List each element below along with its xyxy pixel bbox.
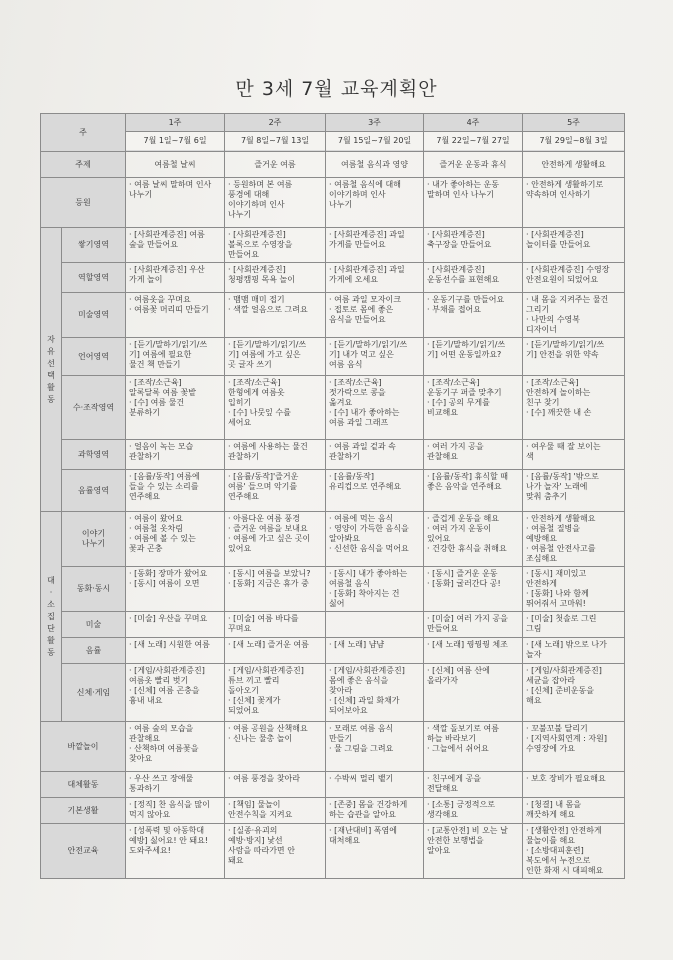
activity-cell: · [사회관계증진] 여름 숲을 만들어요 xyxy=(126,228,225,263)
area-label: 언어영역 xyxy=(62,338,126,376)
group_activity-row xyxy=(41,664,625,722)
activity-cell: · 얼음이 녹는 모습 관찰하기 xyxy=(126,440,225,470)
activity-cell: · 여름에 먹는 음식 · 영양이 가득한 음식을 알아봐요 · 신선한 음식을 먹어요 xyxy=(326,512,424,567)
week-3-header xyxy=(326,114,424,152)
activity-cell: · 여름 풍경을 찾아라 xyxy=(225,772,326,798)
activity-cell: · [게임/사회관계증진] 튜브 끼고 빨리 돌아오기 · [신체] 꽃게가 되었어요 xyxy=(225,664,326,722)
activity-cell: · [사회관계증진] 놀이터를 만들어요 xyxy=(523,228,625,263)
area-label: 미술영역 xyxy=(62,293,126,338)
theme-week-1: 여름철 날씨 xyxy=(126,152,225,178)
activity-cell: · [게임/사회관계증진] 몸에 좋은 음식을 찾아라 · [신체] 과일 화채가 되어보아요 xyxy=(326,664,424,722)
group-activity-group-text: 대·소집단활동 xyxy=(47,575,55,657)
activity-cell: · 여름이 왔어요 · 여름철 옷차림 · 여름에 볼 수 있는 꽃과 곤충 xyxy=(126,512,225,567)
activity-cell: · 여름에 사용하는 물건 관찰하기 xyxy=(225,440,326,470)
activity-cell: · 여름 숲의 모습을 관찰해요 · 산책하며 여름꽃을 찾아요 xyxy=(126,722,225,772)
free_choice-row xyxy=(41,228,625,263)
activity-cell xyxy=(326,612,424,638)
week-label: 주 xyxy=(41,114,126,152)
activity-cell: · 여름옷을 꾸며요 · 여름꽃 머리띠 만들기 xyxy=(126,293,225,338)
activity-cell: · 내 몸을 지켜주는 물건 그리기 · 나만의 수영복 디자이너 xyxy=(523,293,625,338)
basic_life-row xyxy=(41,798,625,824)
activity-cell: · [사회관계증진] 과일 가게에 오세요 xyxy=(326,263,424,293)
activity-cell: · [음률/동작] 휴식할 때 좋은 음악을 연주해요 xyxy=(424,470,523,512)
area-label: 과학영역 xyxy=(62,440,126,470)
activity-cell: · 꼬불꼬불 달리기 · [지역사회연계 : 자원] 수영장에 가요 xyxy=(523,722,625,772)
free_choice-row xyxy=(41,338,625,376)
activity-cell: · [정직] 찬 음식을 많이 먹지 않아요 xyxy=(126,798,225,824)
activity-cell: · 색깔 돌보기로 여름 하늘 바라보기 · 그늘에서 쉬어요 xyxy=(424,722,523,772)
alternative-row xyxy=(41,772,625,798)
week-4-header xyxy=(424,114,523,152)
theme-week-2: 즐거운 여름 xyxy=(225,152,326,178)
theme-label: 주제 xyxy=(41,152,126,178)
week-5-header xyxy=(523,114,625,152)
week-1-header xyxy=(126,114,225,152)
activity-cell: · [책임] 물놀이 안전수칙을 지켜요 xyxy=(225,798,326,824)
free_choice-row xyxy=(41,376,625,440)
activity-cell: · [음률/동작] '밖으로 나가 놀자' 노래에 맞춰 춤추기 xyxy=(523,470,625,512)
theme-week-5: 안전하게 생활해요 xyxy=(523,152,625,178)
activity-cell: · 맴맴 매미 접기 · 색깔 얼음으로 그려요 xyxy=(225,293,326,338)
activity-cell: · [새 노래] 냠냠 xyxy=(326,638,424,664)
group-activity-group-label xyxy=(41,512,62,722)
activity-cell: · 여름 과일 모자이크 · 접토로 몸에 좋은 음식을 만들어요 xyxy=(326,293,424,338)
area-label: 미술 xyxy=(62,612,126,638)
activity-cell: · [동시] 즐거운 운동 · [동화] 굴러간다 공! xyxy=(424,567,523,612)
activity-cell: · [성폭력 및 아동학대 예방] 싫어요! 안 돼요! 도와주세요! xyxy=(126,824,225,879)
free_choice-row xyxy=(41,470,625,512)
area-label: 이야기 나누기 xyxy=(62,512,126,567)
page-title: 만 3세 7월 교육계획안 xyxy=(235,78,438,100)
activity-cell: · [듣기/말하기/읽기/쓰 기] 내가 먹고 싶은 여름 음식 xyxy=(326,338,424,376)
week-3-name: 3주 xyxy=(326,115,423,132)
activity-cell: · [생활안전] 안전하게 물놀이를 해요 · [소방대피훈련] 복도에서 누전으로 인한 화재 시 대피해요 xyxy=(523,824,625,879)
safety-label: 안전교육 xyxy=(41,824,126,879)
free-choice-group-text: 자유선택활동 xyxy=(47,334,55,404)
activity-cell: · [신체] 여름 산에 올라가자 xyxy=(424,664,523,722)
activity-cell: · 여러 가지 공을 관찰해요 xyxy=(424,440,523,470)
activity-cell: · [조작/소근육] 알록달록 여름 꽃밭 · [수] 여름 물건 분류하기 xyxy=(126,376,225,440)
education-plan-table xyxy=(40,113,625,879)
activity-cell: · [미술] 여러 가지 공을 만들어요 xyxy=(424,612,523,638)
activity-cell: · 여우물 때 잘 보이는 색 xyxy=(523,440,625,470)
area-label: 음률 xyxy=(62,638,126,664)
activity-cell: · 안전하게 생활해요 · 여름철 질병을 예방해요 · 여름철 안전사고를 조심해요 xyxy=(523,512,625,567)
activity-cell: · [미술] 여름 바다를 꾸며요 xyxy=(225,612,326,638)
plan-body xyxy=(41,114,625,879)
activity-cell: · [듣기/말하기/읽기/쓰 기] 안전을 위한 약속 xyxy=(523,338,625,376)
activity-cell: · [게임/사회관계증진] 여름옷 빨리 벗기 · [신체] 여름 곤충을 흉내 내요 xyxy=(126,664,225,722)
week-1-name: 1주 xyxy=(126,115,224,132)
activity-cell: · [사회관계증진] 볼록으로 수영장을 만들어요 xyxy=(225,228,326,263)
arrival-week-2: · 등원하며 본 여름 풍경에 대해 이야기하며 인사 나누기 xyxy=(225,178,326,228)
activity-cell: · 여름 과일 겉과 속 관찰하기 xyxy=(326,440,424,470)
activity-cell: · [동시] 내가 좋아하는 여름철 음식 · [동화] 착아지는 건 싫어 xyxy=(326,567,424,612)
group_activity-row xyxy=(41,612,625,638)
activity-cell: · 우산 쓰고 장애물 통과하기 xyxy=(126,772,225,798)
activity-cell: · [사회관계증진] 축구장을 만들어요 xyxy=(424,228,523,263)
activity-cell: · [미술] 첫솔로 그린 그림 xyxy=(523,612,625,638)
activity-cell: · [청결] 내 몸을 깨끗하게 해요 xyxy=(523,798,625,824)
activity-cell: · [사회관계증진] 과일 가게를 만들어요 xyxy=(326,228,424,263)
activity-cell: · [동화] 장마가 왔어요 · [동시] 여름이 오면 xyxy=(126,567,225,612)
activity-cell: · [음률/동작] 여름에 들을 수 있는 소리를 연주해요 xyxy=(126,470,225,512)
activity-cell: · [새 노래] 꿩꿩꿩 체조 xyxy=(424,638,523,664)
arrival-week-5: · 안전하게 생활하기로 약속하며 인사하기 xyxy=(523,178,625,228)
activity-cell: · 운동기구를 만들어요 · 부채를 접어요 xyxy=(424,293,523,338)
activity-cell: · [음률/동작]'즐거운 여름' 들으며 악기를 연주해요 xyxy=(225,470,326,512)
area-label: 역할영역 xyxy=(62,263,126,293)
activity-cell: · 수박씨 멀리 뱉기 xyxy=(326,772,424,798)
activity-cell: · [조작/소근육] 한형에게 여름옷 입히기 · [수] 나뭇잎 수를 세어요 xyxy=(225,376,326,440)
activity-cell: · 즐겁게 운동을 해요 · 여러 가지 운동이 있어요 · 건강한 휴식을 취해요 xyxy=(424,512,523,567)
week-2-header xyxy=(225,114,326,152)
area-label: 음률영역 xyxy=(62,470,126,512)
activity-cell: · [교통안전] 비 오는 날 안전한 보행법을 알아요 xyxy=(424,824,523,879)
activity-cell: · 아름다운 여름 풍경 · 즐거운 여름을 보내요 · 여름에 가고 싶은 곳이 있어요 xyxy=(225,512,326,567)
activity-cell: · [음률/동작] 유리컵으로 연주해요 xyxy=(326,470,424,512)
activity-cell: · 보호 장비가 필요해요 xyxy=(523,772,625,798)
theme-row xyxy=(41,152,625,178)
area-label: 신체·게임 xyxy=(62,664,126,722)
activity-cell: · [새 노래] 시원한 여름 xyxy=(126,638,225,664)
group_activity-row xyxy=(41,567,625,612)
activity-cell: · [사회관계증진] 수영장 안전요원이 되었어요 xyxy=(523,263,625,293)
week-3-dates: 7월 15일~7월 20일 xyxy=(326,132,423,150)
week-5-name: 5주 xyxy=(523,115,624,132)
free_choice-row xyxy=(41,440,625,470)
activity-cell: · [재난대비] 폭염에 대처해요 xyxy=(326,824,424,879)
week-5-dates: 7월 29일~8월 3일 xyxy=(523,132,624,150)
activity-cell: · [소통] 긍정적으로 생각해요 xyxy=(424,798,523,824)
group_activity-row xyxy=(41,512,625,567)
outdoor-label: 바깥놀이 xyxy=(41,722,126,772)
activity-cell: · [실종·유괴의 예방·방지] 낯선 사람을 따라가면 안 돼요 xyxy=(225,824,326,879)
safety-row xyxy=(41,824,625,879)
week-row xyxy=(41,114,625,152)
theme-week-3: 여름철 음식과 영양 xyxy=(326,152,424,178)
arrival-label: 등원 xyxy=(41,178,126,228)
week-4-name: 4주 xyxy=(424,115,522,132)
week-2-dates: 7월 8일~7월 13일 xyxy=(225,132,325,150)
activity-cell: · [게임/사회관계증진] 세균을 잡아라 · [신체] 준비운동을 해요 xyxy=(523,664,625,722)
activity-cell: · 친구에게 공을 전달해요 xyxy=(424,772,523,798)
activity-cell: · [조작/소근육] 운동기구 퍼즐 맞추기 · [수] 공의 무게를 비교해요 xyxy=(424,376,523,440)
free_choice-row xyxy=(41,263,625,293)
activity-cell: · [사회관계증진] 운동선수를 표현해요 xyxy=(424,263,523,293)
activity-cell: · [존중] 몸을 건강하게 하는 습관을 알아요 xyxy=(326,798,424,824)
arrival-row xyxy=(41,178,625,228)
week-2-name: 2주 xyxy=(225,115,325,132)
arrival-week-3: · 여름철 음식에 대해 이야기하며 인사 나누기 xyxy=(326,178,424,228)
activity-cell: · [조작/소근육] 안전하게 놀이하는 친구 찾기 · [수] 깨끗한 내 손 xyxy=(523,376,625,440)
activity-cell: · [새 노래] 밖으로 나가 놀자 xyxy=(523,638,625,664)
alternative-label: 대체활동 xyxy=(41,772,126,798)
week-1-dates: 7월 1일~7월 6일 xyxy=(126,132,224,150)
outdoor-row xyxy=(41,722,625,772)
activity-cell: · [듣기/말하기/읽기/쓰 기] 여름에 가고 싶은 곳 글자 쓰기 xyxy=(225,338,326,376)
activity-cell: · [미술] 우산을 꾸며요 xyxy=(126,612,225,638)
activity-cell: · [사회관계증진] 청평캠핑 목욕 놀이 xyxy=(225,263,326,293)
activity-cell: · [동시] 여름을 보았니? · [동화] 지금은 휴가 중 xyxy=(225,567,326,612)
free_choice-row xyxy=(41,293,625,338)
area-label: 수·조작영역 xyxy=(62,376,126,440)
activity-cell: · 모래로 여름 음식 만들기 · 물 그림을 그려요 xyxy=(326,722,424,772)
activity-cell: · [듣기/말하기/읽기/쓰 기] 어떤 운동일까요? xyxy=(424,338,523,376)
activity-cell: · [동시] 재미있고 안전하게 · [동화] 나와 함께 뛰어줘서 고마워! xyxy=(523,567,625,612)
activity-cell: · 여름 공원을 산책해요 · 신나는 물총 놀이 xyxy=(225,722,326,772)
area-label: 쌓기영역 xyxy=(62,228,126,263)
theme-week-4: 즐거운 운동과 휴식 xyxy=(424,152,523,178)
week-4-dates: 7월 22일~7월 27일 xyxy=(424,132,522,150)
arrival-week-4: · 내가 좋아하는 운동 말하며 인사 나누기 xyxy=(424,178,523,228)
free-choice-group-label xyxy=(41,228,62,512)
activity-cell: · [사회관계증진] 우산 가게 놀이 xyxy=(126,263,225,293)
group_activity-row xyxy=(41,638,625,664)
activity-cell: · [듣기/말하기/읽기/쓰 기] 여름에 필요한 물건 책 만들기 xyxy=(126,338,225,376)
basic_life-label: 기본생활 xyxy=(41,798,126,824)
activity-cell: · [조작/소근육] 젓가락으로 콩을 옮겨요 · [수] 내가 좋아하는 여름 과일 그래프 xyxy=(326,376,424,440)
arrival-week-1: · 여름 날씨 말하며 인사 나누기 xyxy=(126,178,225,228)
area-label: 동화·동시 xyxy=(62,567,126,612)
activity-cell: · [새 노래] 즐거운 여름 xyxy=(225,638,326,664)
